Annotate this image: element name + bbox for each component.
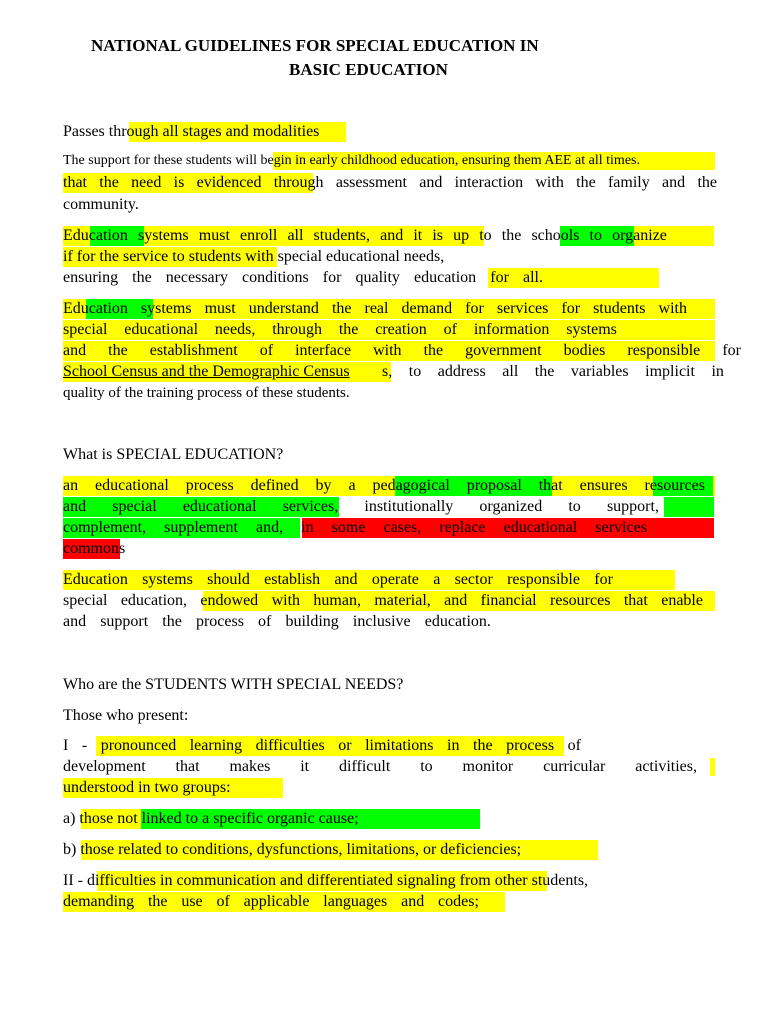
paragraph-definition-line-2 [63,499,659,515]
word: the [576,174,596,191]
word: organized [479,498,543,515]
word: educational [95,477,169,494]
word: all. [522,269,543,286]
word: establish [264,571,321,588]
word: all [502,363,519,380]
word: the [147,893,168,910]
word: human, [313,592,361,609]
word: of [259,342,274,359]
word: special [63,321,108,338]
word: Education [63,300,128,317]
word: of [216,893,230,910]
word: a [348,477,356,494]
word: languages [323,893,388,910]
word: - [81,737,88,754]
word: the [331,300,352,317]
paragraph-demand-line-2 [63,322,617,338]
word: services, [282,498,339,515]
document-title-line-2: BASIC EDUCATION [289,60,448,79]
word: the [132,269,152,286]
word: s, [382,363,393,380]
word: variables [570,363,629,380]
word: and [444,592,468,609]
word: creation [375,321,427,338]
word: difficult [339,758,391,775]
word: enable [661,592,703,609]
word: the [534,363,555,380]
word: material, [374,592,431,609]
word: and [419,174,443,191]
paragraph-definition-line-3 [63,520,647,536]
word: enroll [240,227,278,244]
word: educational [182,498,257,515]
document-title-line-1: NATIONAL GUIDELINES FOR SPECIAL EDUCATION IN [91,36,539,55]
word: that [623,592,648,609]
word: financial [480,592,537,609]
word: or [338,737,352,754]
word: the [697,174,717,191]
word: I [63,737,69,754]
word: resources [644,477,705,494]
word: education. [424,613,491,630]
paragraph-enroll-line-1 [63,228,667,244]
paragraph-demand-line-4 [382,364,724,380]
word: for [594,571,613,588]
word: defined [250,477,299,494]
word: family [607,174,650,191]
word: ensures [579,477,628,494]
word: understand [248,300,319,317]
word: cases, [383,519,422,536]
word: up [453,227,470,244]
word: through [273,174,324,191]
word: evidenced [196,174,262,191]
item-a: a) those not linked to a specific organic cause; [63,810,359,827]
word: to [479,227,492,244]
word: by [315,477,332,494]
word: of [443,321,457,338]
paragraph-support-line-1: The support for these students will begin in early childhood education, ensuring them AEE at all times. [63,153,640,168]
word: development [63,758,146,775]
word: sector [454,571,493,588]
word: that [175,758,200,775]
word: the [338,321,359,338]
word: real [364,300,389,317]
word: with [271,592,301,609]
word: learning [189,737,243,754]
word: codes; [438,893,479,910]
word: with [373,342,402,359]
word: of [567,737,581,754]
word: ensuring [63,269,119,286]
word: it [413,227,423,244]
word: the [423,342,444,359]
word: limitations [365,737,434,754]
word: supplement [164,519,238,536]
word: the [99,174,119,191]
word: pedagogical [372,477,450,494]
word: operate [371,571,419,588]
word: it [300,758,310,775]
paragraph-demand-line-3 [63,343,741,359]
word: for [561,300,581,317]
word: proposal [466,477,522,494]
item-one-line-1 [63,738,581,754]
word: the [162,613,182,630]
paragraph-sector-line-3 [63,614,491,630]
word: education, [120,592,188,609]
word: to [589,227,602,244]
paragraph-support-line-3: community. [63,196,139,213]
word: responsible [627,342,701,359]
word: information [473,321,550,338]
word: services [496,300,549,317]
word: monitor [462,758,514,775]
word: and [334,571,358,588]
item-one-line-3: understood in two groups: [63,779,231,796]
paragraph-demand-line-1 [63,301,687,317]
word: Education [63,227,128,244]
word: makes [229,758,271,775]
word: process [506,737,555,754]
word: education [413,269,477,286]
census-link-text: School Census and the Demographic Census [63,363,350,380]
word: schools [531,227,580,244]
word: the [473,737,493,754]
word: quality [355,269,400,286]
word: inclusive [352,613,411,630]
word: and [401,893,425,910]
word: endowed [200,592,259,609]
word: educational [503,519,578,536]
word: and [63,613,87,630]
word: difficulties [255,737,325,754]
paragraph-enroll-line-3 [63,270,543,286]
word: to [568,498,581,515]
word: all [287,227,304,244]
word: government [465,342,542,359]
word: for [722,342,741,359]
word: need [131,174,162,191]
word: systems [137,227,189,244]
word: address [437,363,486,380]
item-two-line-2 [63,894,479,910]
word: special [63,592,108,609]
word: is [173,174,185,191]
word: activities, [635,758,697,775]
word: some [331,519,366,536]
word: educational [124,321,199,338]
word: building [285,613,339,630]
word: in [301,519,314,536]
word: demand [401,300,453,317]
word: in [447,737,460,754]
word: in [711,363,724,380]
word: organize [612,227,667,244]
word: that [538,477,563,494]
word: process [195,613,244,630]
section-heading-students: Who are the STUDENTS WITH SPECIAL NEEDS? [63,676,404,693]
word: needs, [214,321,256,338]
word: necessary [165,269,228,286]
word: with [658,300,687,317]
word: interaction [454,174,524,191]
paragraph-those-who-present: Those who present: [63,707,189,724]
paragraph-definition-line-4: commons [63,540,126,557]
item-one-line-2 [63,759,697,775]
word: an [63,477,79,494]
highlight-green [664,497,714,517]
word: interface [295,342,352,359]
word: should [207,571,250,588]
word: establishment [149,342,238,359]
paragraph-demand-line-5: quality of the training process of these students. [63,385,350,401]
word: the [108,342,128,359]
word: systems [140,300,192,317]
word: services [595,519,647,536]
word: to [420,758,433,775]
word: support [100,613,149,630]
word: a [433,571,441,588]
word: students [593,300,646,317]
paragraph-support-line-2 [63,175,717,191]
item-b: b) those related to conditions, dysfunctions, limitations, or deficiencies; [63,841,522,858]
word: process [185,477,234,494]
section-heading-special-education: What is SPECIAL EDUCATION? [63,446,284,463]
word: use [181,893,203,910]
word: implicit [645,363,695,380]
highlight-yellow [710,758,715,776]
word: and [63,342,87,359]
word: bodies [563,342,606,359]
word: applicable [243,893,310,910]
word: resources [550,592,611,609]
word: and, [255,519,284,536]
word: and [662,174,686,191]
word: assessment [335,174,407,191]
word: the [501,227,522,244]
word: demanding [63,893,135,910]
word: for [465,300,484,317]
word: for [490,269,509,286]
word: that [63,174,87,191]
paragraph-definition-line-1 [63,478,705,494]
paragraph-sector-line-1 [63,572,613,588]
word: and [380,227,404,244]
word: with [535,174,564,191]
word: for [322,269,342,286]
word: must [198,227,230,244]
word: pronounced [100,737,177,754]
word: is [432,227,443,244]
item-two-line-1: II - difficulties in communication and differentiated signaling from other students, [63,872,589,889]
word: students, [313,227,370,244]
word: support, [606,498,659,515]
word: complement, [63,519,147,536]
word: replace [439,519,486,536]
word: systems [142,571,193,588]
paragraph-enroll-line-2: if for the service to students with special educational needs, [63,248,445,265]
word: special [112,498,157,515]
word: and [63,498,87,515]
word: to [408,363,422,380]
word: through [272,321,322,338]
word: Education [63,571,128,588]
word: must [204,300,236,317]
paragraph-sector-line-2 [63,593,703,609]
word: of [258,613,272,630]
word: conditions [242,269,309,286]
word: responsible [507,571,580,588]
paragraph-stages: Passes through all stages and modalities [63,123,320,140]
word: institutionally [364,498,454,515]
word: systems [566,321,617,338]
word: curricular [543,758,606,775]
